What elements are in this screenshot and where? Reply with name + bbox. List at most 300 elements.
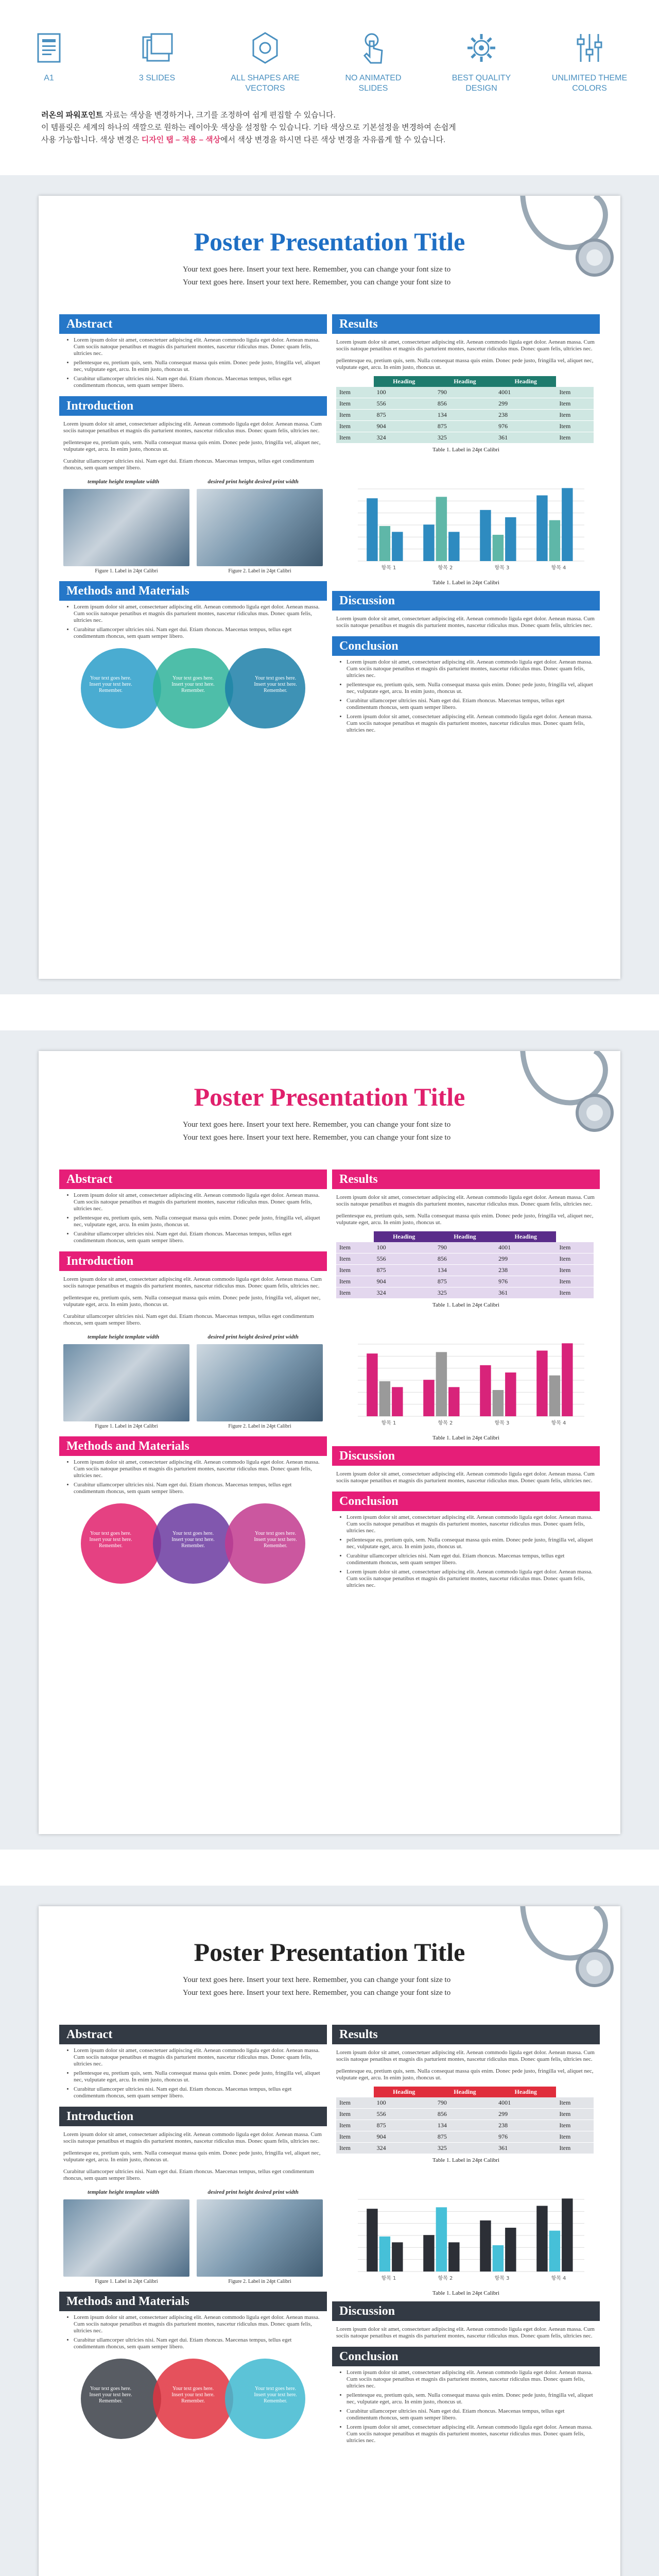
body-paragraph: Curabitur ullamcorper ultricies nisi. Nam eget dui. Etiam rhoncus. Maecenas tempus, tellus eget condimentum rhoncus, sem quam semper libero.: [63, 2168, 314, 2181]
table-cell: Item: [556, 1287, 594, 1299]
table-cell: Item: [336, 1276, 374, 1287]
bar: [505, 1372, 516, 1416]
table-header-cell: Heading: [374, 376, 435, 387]
table-header-cell: Heading: [495, 2087, 556, 2097]
table-cell: Item: [556, 1265, 594, 1276]
template-size-labels: [63, 1334, 323, 1340]
bar: [423, 2235, 434, 2272]
results-bar-chart: [342, 2168, 589, 2287]
body-paragraph: pellentesque eu, pretium quis, sem. Nulla consequat massa quis enim. Donec pede justo, fringilla vel, aliquet nec, vulputate eget, arcu. In enim justo, rhoncus ut.: [336, 1213, 594, 1226]
table-cell: 856: [435, 398, 495, 410]
table-cell: 875: [435, 1276, 495, 1287]
table-cell: Item: [556, 2109, 594, 2120]
table-row: [336, 421, 594, 432]
body-paragraph: Lorem ipsum dolor sit amet, consectetuer adipiscing elit. Aenean commodo ligula eget dolor. Aenean massa. Cum sociis natoque penatibus et magnis dis parturient montes, nascetur ridiculus mus. Donec quam felis, ultricies nec.: [336, 339, 595, 352]
bar: [448, 2242, 459, 2272]
table-header-cell: Heading: [495, 376, 556, 387]
table-cell: 4001: [495, 387, 556, 398]
figure-caption: Figure 1. Label in 24pt Calibri: [95, 2279, 158, 2284]
bar: [536, 1351, 547, 1417]
table-cell: Item: [336, 2131, 374, 2143]
print-size-label: desired print height desired print width: [207, 479, 299, 485]
table-header-cell: Heading: [435, 2087, 495, 2097]
bullet-item: • pellentesque eu, pretium quis, sem. Nulla consequat massa quis enim. Donec pede justo, fringilla vel, aliquet nec, vulputate eget, arcu. In enim justo, rhoncus ut.: [346, 1537, 596, 1550]
section-heading-abstract: Abstract: [59, 1170, 327, 1189]
poster-preview-2: [0, 1030, 659, 1850]
section-heading-abstract: Abstract: [59, 314, 327, 334]
bar: [448, 532, 459, 561]
bullet-item: • Curabitur ullamcorper ultricies nisi. Nam eget dui. Etiam rhoncus. Maecenas tempus, tellus eget condimentum rhoncus, sem quam semper libero.: [346, 698, 596, 711]
bar: [536, 496, 547, 562]
venn-label: Your text goes here. Insert your text here. Remember.: [89, 2386, 132, 2404]
body-paragraph: pellentesque eu, pretium quis, sem. Nulla consequat massa quis enim. Donec pede justo, fringilla vel, aliquet nec, vulputate eget, arcu. In enim justo, rhoncus ut.: [63, 1295, 321, 1308]
body-paragraph: Lorem ipsum dolor sit amet, consectetuer adipiscing elit. Aenean commodo ligula eget dolor. Aenean massa. Cum sociis natoque penatibus et magnis dis parturient montes, nascetur ridiculus mus. Donec quam felis, ultricies nec.: [336, 1471, 595, 1484]
table-cell: Item: [336, 432, 374, 444]
table-caption: Table 1. Label in 24pt Calibri: [432, 2157, 499, 2163]
table-cell: 875: [435, 421, 495, 432]
venn-label: Your text goes here. Insert your text here. Remember.: [254, 675, 297, 693]
venn-label: Your text goes here. Insert your text here. Remember.: [171, 1531, 215, 1549]
table-cell: 325: [435, 2143, 495, 2154]
bullet-item: • pellentesque eu, pretium quis, sem. Nulla consequat massa quis enim. Donec pede justo, fringilla vel, aliquet nec, vulputate eget, arcu. In enim justo, rhoncus ut.: [74, 2070, 323, 2083]
figure-caption: Figure 2. Label in 24pt Calibri: [228, 1423, 291, 1429]
table-cell: 134: [435, 410, 495, 421]
venn-label: Your text goes here. Insert your text here. Remember.: [89, 1531, 132, 1549]
bar: [367, 1353, 377, 1416]
table-cell: 875: [374, 410, 435, 421]
bullet-item: • Lorem ipsum dolor sit amet, consectetuer adipiscing elit. Aenean commodo ligula eget dolor. Aenean massa. Cum sociis natoque penatibus et magnis dis parturient montes, nascetur ridiculus mus. Donec quam felis, ultricies nec.: [74, 1192, 323, 1212]
table-cell: 875: [435, 2131, 495, 2143]
table-row: [336, 1287, 594, 1299]
poster-subtitle: Your text goes here. Insert your text here. Remember, you can change your font size to: [183, 278, 451, 286]
body-paragraph: Lorem ipsum dolor sit amet, consectetuer adipiscing elit. Aenean commodo ligula eget dolor. Aenean massa. Cum sociis natoque penatibus et magnis dis parturient montes, nascetur ridiculus mus. Donec quam felis, ultricies nec.: [336, 616, 595, 629]
table-cell: 4001: [495, 1242, 556, 1253]
venn-label-wrap: [170, 2386, 216, 2417]
table-cell: 324: [374, 432, 435, 444]
table-cell: Item: [556, 2131, 594, 2143]
venn-label: Your text goes here. Insert your text here. Remember.: [254, 1531, 297, 1549]
table-cell: Item: [336, 1287, 374, 1299]
bullet-item: • Lorem ipsum dolor sit amet, consectetuer adipiscing elit. Aenean commodo ligula eget dolor. Aenean massa. Cum sociis natoque penatibus et magnis dis parturient montes, nascetur ridiculus mus. Donec quam felis, ultricies nec.: [74, 1459, 323, 1479]
bar: [493, 2245, 504, 2272]
bullet-item: • Lorem ipsum dolor sit amet, consectetuer adipiscing elit. Aenean commodo ligula eget dolor. Aenean massa. Cum sociis natoque penatibus et magnis dis parturient montes, nascetur ridiculus mus. Donec quam felis, ultricies nec.: [346, 2424, 596, 2444]
table-cell: 299: [495, 1253, 556, 1265]
category-tick-label: 항목 1: [381, 565, 396, 571]
bullet-item: • Lorem ipsum dolor sit amet, consectetuer adipiscing elit. Aenean commodo ligula eget dolor. Aenean massa. Cum sociis natoque penatibus et magnis dis parturient montes, nascetur ridiculus mus. Donec quam felis, ultricies nec.: [346, 714, 596, 734]
figure-2: [197, 2199, 323, 2284]
template-size-labels: [63, 479, 323, 485]
figure-1: [63, 2199, 189, 2284]
venn-label-wrap: [252, 1531, 299, 1562]
section-heading-conclusion: Conclusion: [332, 636, 600, 656]
venn-label-wrap: [170, 1531, 216, 1562]
body-paragraph: Lorem ipsum dolor sit amet, consectetuer adipiscing elit. Aenean commodo ligula eget dolor. Aenean massa. Cum sociis natoque penatibus et magnis dis parturient montes, nascetur ridiculus mus. Donec quam felis, ultricies nec.: [63, 2131, 322, 2144]
table-header-cell: [556, 1231, 594, 1242]
table-caption: Table 1. Label in 24pt Calibri: [432, 1302, 499, 1308]
table-cell: 299: [495, 2109, 556, 2120]
bullet-item: • pellentesque eu, pretium quis, sem. Nulla consequat massa quis enim. Donec pede justo, fringilla vel, aliquet nec, vulputate eget, arcu. In enim justo, rhoncus ut.: [346, 682, 596, 695]
table-header-cell: Heading: [435, 1231, 495, 1242]
section-heading-conclusion: Conclusion: [332, 2347, 600, 2366]
table-cell: 976: [495, 421, 556, 432]
category-tick-label: 항목 4: [551, 1420, 566, 1426]
feature-label: A1: [44, 74, 54, 82]
bullet-list: [346, 1514, 596, 1589]
table-cell: 875: [374, 2120, 435, 2131]
poster-title: Poster Presentation Title: [194, 1082, 465, 1111]
section-heading-discussion: Discussion: [332, 2301, 600, 2321]
bar: [493, 535, 504, 561]
venn-diagram: [59, 647, 327, 730]
table-cell: 976: [495, 2131, 556, 2143]
table-row: [336, 2120, 594, 2131]
venn-label: Your text goes here. Insert your text here. Remember.: [171, 2386, 215, 2404]
body-paragraph: Lorem ipsum dolor sit amet, consectetuer adipiscing elit. Aenean commodo ligula eget dolor. Aenean massa. Cum sociis natoque penatibus et magnis dis parturient montes, nascetur ridiculus mus. Donec quam felis, ultricies nec.: [336, 1194, 595, 1207]
poster-subtitle: Your text goes here. Insert your text here. Remember, you can change your font size to: [183, 265, 451, 274]
table-cell: Item: [556, 2143, 594, 2154]
bar: [436, 1352, 447, 1416]
bar: [562, 488, 573, 561]
poster-slide: [39, 196, 620, 979]
bullet-list: [74, 1192, 323, 1244]
slides-stack-icon: [139, 30, 175, 66]
table-header-cell: [556, 376, 594, 387]
table-header-row: [336, 376, 594, 387]
table-row: [336, 398, 594, 410]
table-cell: 299: [495, 398, 556, 410]
table-cell: 100: [374, 2097, 435, 2109]
bar: [423, 524, 434, 561]
bullet-item: • pellentesque eu, pretium quis, sem. Nulla consequat massa quis enim. Donec pede justo, fringilla vel, aliquet nec, vulputate eget, arcu. In enim justo, rhoncus ut.: [74, 1215, 323, 1228]
section-heading-results: Results: [332, 2025, 600, 2044]
bar: [448, 1387, 459, 1416]
results-table: [336, 2087, 594, 2154]
table-cell: 790: [435, 2097, 495, 2109]
bullet-list: [74, 337, 323, 389]
left-column: [59, 314, 327, 732]
bullet-item: • Lorem ipsum dolor sit amet, consectetuer adipiscing elit. Aenean commodo ligula eget dolor. Aenean massa. Cum sociis natoque penatibus et magnis dis parturient montes, nascetur ridiculus mus. Donec quam felis, ultricies nec.: [346, 2369, 596, 2389]
poster-preview-3: [0, 1886, 659, 2576]
bullet-item: • Curabitur ullamcorper ultricies nisi. Nam eget dui. Etiam rhoncus. Maecenas tempus, tellus eget condimentum rhoncus, sem quam semper libero.: [74, 2086, 323, 2099]
table-cell: Item: [336, 421, 374, 432]
bar: [436, 2207, 447, 2272]
table-cell: Item: [336, 1253, 374, 1265]
table-cell: Item: [336, 2120, 374, 2131]
bullet-item: • Lorem ipsum dolor sit amet, consectetuer adipiscing elit. Aenean commodo ligula eget dolor. Aenean massa. Cum sociis natoque penatibus et magnis dis parturient montes, nascetur ridiculus mus. Donec quam felis, ultricies nec.: [346, 1514, 596, 1534]
bullet-list: [346, 659, 596, 734]
table-row: [336, 2143, 594, 2154]
right-column: [332, 2025, 600, 2447]
table-row: [336, 410, 594, 421]
section-heading-results: Results: [332, 314, 600, 334]
table-cell: 325: [435, 1287, 495, 1299]
bullet-item: • Curabitur ullamcorper ultricies nisi. Nam eget dui. Etiam rhoncus. Maecenas tempus, tellus eget condimentum rhoncus, sem quam semper libero.: [74, 1231, 323, 1244]
table-header-cell: Heading: [374, 1231, 435, 1242]
poster-subtitle: Your text goes here. Insert your text here. Remember, you can change your font size to: [183, 1976, 451, 1984]
bar: [493, 1390, 504, 1416]
intro-line: 자료는 색상을 변경하거나, 크기를 조정하여 쉽게 편집할 수 있습니다.: [103, 111, 336, 120]
bar: [392, 532, 403, 561]
bullet-item: • Lorem ipsum dolor sit amet, consectetuer adipiscing elit. Aenean commodo ligula eget dolor. Aenean massa. Cum sociis natoque penatibus et magnis dis parturient montes, nascetur ridiculus mus. Donec quam felis, ultricies nec.: [74, 604, 323, 624]
section-heading-introduction: Introduction: [59, 396, 327, 416]
table-row: [336, 1265, 594, 1276]
table-cell: Item: [556, 398, 594, 410]
bullet-item: • Curabitur ullamcorper ultricies nisi. Nam eget dui. Etiam rhoncus. Maecenas tempus, tellus eget condimentum rhoncus, sem quam semper libero.: [74, 626, 323, 640]
category-tick-label: 항목 1: [381, 1420, 396, 1426]
body-paragraph: pellentesque eu, pretium quis, sem. Nulla consequat massa quis enim. Donec pede justo, fringilla vel, aliquet nec, vulputate eget, arcu. In enim justo, rhoncus ut.: [336, 2068, 594, 2081]
figure-caption: Figure 2. Label in 24pt Calibri: [228, 568, 291, 574]
bar: [436, 497, 447, 561]
bar: [505, 2228, 516, 2272]
table-header-cell: [336, 376, 374, 387]
results-table: [336, 376, 594, 444]
poster-slide: [39, 1906, 620, 2576]
chart-caption: Table 1. Label in 24pt Calibri: [432, 580, 499, 586]
table-row: [336, 387, 594, 398]
table-cell: 904: [374, 421, 435, 432]
sliders-icon: [571, 30, 608, 66]
touch-icon: [355, 30, 391, 66]
bar: [549, 2231, 560, 2272]
venn-label-wrap: [88, 1531, 134, 1562]
bullet-item: • Curabitur ullamcorper ultricies nisi. Nam eget dui. Etiam rhoncus. Maecenas tempus, tellus eget condimentum rhoncus, sem quam semper libero.: [74, 1482, 323, 1495]
category-tick-label: 항목 3: [494, 1420, 510, 1426]
left-column: [59, 1170, 327, 1587]
section-heading-methods: Methods and Materials: [59, 2292, 327, 2311]
bullet-list: [74, 2314, 323, 2350]
body-paragraph: Curabitur ullamcorper ultricies nisi. Nam eget dui. Etiam rhoncus. Maecenas tempus, tellus eget condimentum rhoncus, sem quam semper libero.: [63, 1313, 314, 1326]
print-size-label: desired print height desired print width: [207, 2189, 299, 2195]
table-cell: Item: [556, 1253, 594, 1265]
bar: [562, 2198, 573, 2272]
table-row: [336, 2109, 594, 2120]
bar: [379, 2236, 390, 2272]
table-header-cell: Heading: [374, 2087, 435, 2097]
table-cell: Item: [336, 2143, 374, 2154]
body-paragraph: Lorem ipsum dolor sit amet, consectetuer adipiscing elit. Aenean commodo ligula eget dolor. Aenean massa. Cum sociis natoque penatibus et magnis dis parturient montes, nascetur ridiculus mus. Donec quam felis, ultricies nec.: [63, 1276, 322, 1289]
body-paragraph: Curabitur ullamcorper ultricies nisi. Nam eget dui. Etiam rhoncus. Maecenas tempus, tellus eget condimentum rhoncus, sem quam semper libero.: [63, 458, 314, 471]
bullet-list: [74, 1459, 323, 1495]
bar: [480, 2221, 491, 2272]
feature-label: BEST QUALITY DESIGN: [452, 74, 511, 93]
category-tick-label: 항목 4: [551, 2276, 566, 2281]
template-size-label: template height template width: [88, 479, 160, 485]
figure-pair: [63, 489, 323, 574]
table-cell: Item: [336, 2109, 374, 2120]
table-row: [336, 1242, 594, 1253]
chart-caption: Table 1. Label in 24pt Calibri: [432, 2290, 499, 2296]
figure-1: [63, 489, 189, 574]
category-tick-label: 항목 4: [551, 565, 566, 571]
right-column: [332, 1170, 600, 1592]
template-size-label: template height template width: [88, 1334, 160, 1340]
section-heading-discussion: Discussion: [332, 1446, 600, 1466]
poster-title: Poster Presentation Title: [194, 227, 465, 256]
table-cell: 4001: [495, 2097, 556, 2109]
table-cell: Item: [556, 421, 594, 432]
venn-label-wrap: [252, 675, 299, 706]
bullet-item: • Lorem ipsum dolor sit amet, consectetuer adipiscing elit. Aenean commodo ligula eget dolor. Aenean massa. Cum sociis natoque penatibus et magnis dis parturient montes, nascetur ridiculus mus. Donec quam felis, ultricies nec.: [346, 659, 596, 679]
feature-quality: [443, 30, 520, 94]
section-heading-introduction: Introduction: [59, 1251, 327, 1271]
table-cell: Item: [556, 410, 594, 421]
bullet-item: • Curabitur ullamcorper ultricies nisi. Nam eget dui. Etiam rhoncus. Maecenas tempus, tellus eget condimentum rhoncus, sem quam semper libero.: [74, 2337, 323, 2350]
figure-photo: [197, 1344, 323, 1421]
bullet-item: • Lorem ipsum dolor sit amet, consectetuer adipiscing elit. Aenean commodo ligula eget dolor. Aenean massa. Cum sociis natoque penatibus et magnis dis parturient montes, nascetur ridiculus mus. Donec quam felis, ultricies nec.: [346, 1569, 596, 1589]
bar: [549, 520, 560, 561]
feature-label: 3 SLIDES: [138, 74, 176, 82]
figure-caption: Figure 2. Label in 24pt Calibri: [228, 2279, 291, 2284]
bar: [379, 1381, 390, 1416]
intro-brand: 러온의 파워포인트: [41, 111, 103, 120]
table-cell: 856: [435, 1253, 495, 1265]
left-column: [59, 2025, 327, 2443]
figure-pair: [63, 1344, 323, 1429]
table-cell: 361: [495, 1287, 556, 1299]
section-heading-discussion: Discussion: [332, 591, 600, 611]
table-cell: 556: [374, 2109, 435, 2120]
chart-caption: Table 1. Label in 24pt Calibri: [432, 1435, 499, 1441]
table-cell: 100: [374, 1242, 435, 1253]
venn-label: Your text goes here. Insert your text here. Remember.: [254, 2386, 297, 2404]
table-cell: 790: [435, 387, 495, 398]
results-bar-chart: [342, 1313, 589, 1432]
venn-diagram: [59, 2358, 327, 2440]
bullet-list: [74, 2047, 323, 2099]
table-row: [336, 1253, 594, 1265]
feature-label: ALL SHAPES ARE VECTORS: [231, 74, 300, 93]
poster-title: Poster Presentation Title: [194, 1938, 465, 1967]
table-cell: Item: [556, 1276, 594, 1287]
body-paragraph: pellentesque eu, pretium quis, sem. Nulla consequat massa quis enim. Donec pede justo, fringilla vel, aliquet nec, vulputate eget, arcu. In enim justo, rhoncus ut.: [63, 2150, 321, 2163]
body-paragraph: Lorem ipsum dolor sit amet, consectetuer adipiscing elit. Aenean commodo ligula eget dolor. Aenean massa. Cum sociis natoque penatibus et magnis dis parturient montes, nascetur ridiculus mus. Donec quam felis, ultricies nec.: [336, 2326, 595, 2339]
category-tick-label: 항목 2: [438, 1420, 453, 1426]
table-cell: Item: [336, 398, 374, 410]
table-cell: 324: [374, 1287, 435, 1299]
feature-label: UNLIMITED THEME COLORS: [551, 74, 628, 93]
table-row: [336, 2097, 594, 2109]
table-row: [336, 1276, 594, 1287]
figure-caption: Figure 1. Label in 24pt Calibri: [95, 568, 158, 574]
body-paragraph: pellentesque eu, pretium quis, sem. Nulla consequat massa quis enim. Donec pede justo, fringilla vel, aliquet nec, vulputate eget, arcu. In enim justo, rhoncus ut.: [63, 439, 321, 452]
table-cell: 856: [435, 2109, 495, 2120]
poster-subtitle: Your text goes here. Insert your text here. Remember, you can change your font size to: [183, 1121, 451, 1129]
section-heading-results: Results: [332, 1170, 600, 1189]
template-size-labels: [63, 2189, 323, 2195]
table-cell: 556: [374, 1253, 435, 1265]
figure-photo: [197, 489, 323, 566]
body-paragraph: Lorem ipsum dolor sit amet, consectetuer adipiscing elit. Aenean commodo ligula eget dolor. Aenean massa. Cum sociis natoque penatibus et magnis dis parturient montes, nascetur ridiculus mus. Donec quam felis, ultricies nec.: [336, 2049, 595, 2062]
results-table: [336, 1231, 594, 1299]
table-row: [336, 432, 594, 444]
intro-line: 이 템플릿은 세계의 하나의 색깔으로 원하는 레이아웃 색상을 설정할 수 있습니다. 기타 색상으로 기본설정을 변경하여 손쉽게: [41, 123, 456, 132]
table-header-cell: Heading: [495, 1231, 556, 1242]
section-heading-conclusion: Conclusion: [332, 1492, 600, 1511]
feature-vectors: [227, 30, 304, 94]
category-tick-label: 항목 2: [438, 2276, 453, 2281]
bar: [536, 2206, 547, 2272]
table-cell: 904: [374, 1276, 435, 1287]
table-header-row: [336, 1231, 594, 1242]
venn-label-wrap: [88, 2386, 134, 2417]
bar: [392, 2242, 403, 2272]
intro-highlight: 디자인 탭 – 적용 – 색상: [141, 135, 221, 144]
body-paragraph: Lorem ipsum dolor sit amet, consectetuer adipiscing elit. Aenean commodo ligula eget dolor. Aenean massa. Cum sociis natoque penatibus et magnis dis parturient montes, nascetur ridiculus mus. Donec quam felis, ultricies nec.: [63, 421, 322, 434]
category-tick-label: 항목 3: [494, 2276, 510, 2281]
figure-photo: [63, 489, 189, 566]
intro-line: 사용 가능합니다. 색상 변경은: [41, 135, 142, 144]
figure-photo: [63, 2199, 189, 2277]
table-cell: 100: [374, 387, 435, 398]
feature-a1: [10, 30, 88, 83]
table-cell: 875: [374, 1265, 435, 1276]
figure-pair: [63, 2199, 323, 2284]
results-bar-chart: [342, 458, 589, 577]
category-tick-label: 항목 2: [438, 565, 453, 571]
figure-caption: Figure 1. Label in 24pt Calibri: [95, 1423, 158, 1429]
table-cell: Item: [336, 387, 374, 398]
gear-icon: [463, 30, 499, 66]
body-paragraph: pellentesque eu, pretium quis, sem. Nulla consequat massa quis enim. Donec pede justo, fringilla vel, aliquet nec, vulputate eget, arcu. In enim justo, rhoncus ut.: [336, 358, 594, 370]
poster-slide: [39, 1051, 620, 1834]
venn-label-wrap: [252, 2386, 299, 2417]
category-tick-label: 항목 1: [381, 2276, 396, 2281]
poster-subtitle: Your text goes here. Insert your text here. Remember, you can change your font size to: [183, 1989, 451, 1997]
table-cell: 790: [435, 1242, 495, 1253]
bar: [423, 1380, 434, 1416]
template-size-label: template height template width: [88, 2189, 160, 2195]
intro-text: [41, 109, 618, 146]
bullet-item: • pellentesque eu, pretium quis, sem. Nulla consequat massa quis enim. Donec pede justo, fringilla vel, aliquet nec, vulputate eget, arcu. In enim justo, rhoncus ut.: [74, 360, 323, 373]
print-size-label: desired print height desired print width: [207, 1334, 299, 1340]
table-header-cell: Heading: [435, 376, 495, 387]
figure-2: [197, 1344, 323, 1429]
table-cell: 238: [495, 2120, 556, 2131]
venn-diagram: [59, 1502, 327, 1585]
table-cell: 361: [495, 432, 556, 444]
intro-line: 에서 색상 변경을 하시면 다른 색상 변경을 자유롭게 할 수 있습니다.: [220, 135, 446, 144]
bullet-list: [74, 604, 323, 640]
poster-subtitle: Your text goes here. Insert your text here. Remember, you can change your font size to: [183, 1133, 451, 1142]
right-column: [332, 314, 600, 737]
bar: [367, 2209, 377, 2272]
table-cell: 134: [435, 2120, 495, 2131]
bar: [549, 1376, 560, 1416]
figure-1: [63, 1344, 189, 1429]
section-heading-abstract: Abstract: [59, 2025, 327, 2044]
feature-label: NO ANIMATED SLIDES: [345, 74, 402, 93]
category-tick-label: 항목 3: [494, 565, 510, 571]
table-cell: Item: [556, 387, 594, 398]
section-heading-introduction: Introduction: [59, 2107, 327, 2126]
table-cell: 324: [374, 2143, 435, 2154]
bullet-item: • pellentesque eu, pretium quis, sem. Nulla consequat massa quis enim. Donec pede justo, fringilla vel, aliquet nec, vulputate eget, arcu. In enim justo, rhoncus ut.: [346, 2392, 596, 2405]
feature-strip: [0, 0, 659, 120]
feature-slides: [118, 30, 196, 83]
bullet-item: • Lorem ipsum dolor sit amet, consectetuer adipiscing elit. Aenean commodo ligula eget dolor. Aenean massa. Cum sociis natoque penatibus et magnis dis parturient montes, nascetur ridiculus mus. Donec quam felis, ultricies nec.: [74, 337, 323, 357]
bullet-list: [346, 2369, 596, 2444]
figure-photo: [63, 1344, 189, 1421]
bullet-item: • Curabitur ullamcorper ultricies nisi. Nam eget dui. Etiam rhoncus. Maecenas tempus, tellus eget condimentum rhoncus, sem quam semper libero.: [346, 2408, 596, 2421]
table-cell: 361: [495, 2143, 556, 2154]
bar: [379, 526, 390, 561]
bar: [505, 517, 516, 561]
bullet-item: • Curabitur ullamcorper ultricies nisi. Nam eget dui. Etiam rhoncus. Maecenas tempus, tellus eget condimentum rhoncus, sem quam semper libero.: [346, 1553, 596, 1566]
table-cell: 325: [435, 432, 495, 444]
table-cell: 976: [495, 1276, 556, 1287]
table-row: [336, 2131, 594, 2143]
table-cell: 134: [435, 1265, 495, 1276]
